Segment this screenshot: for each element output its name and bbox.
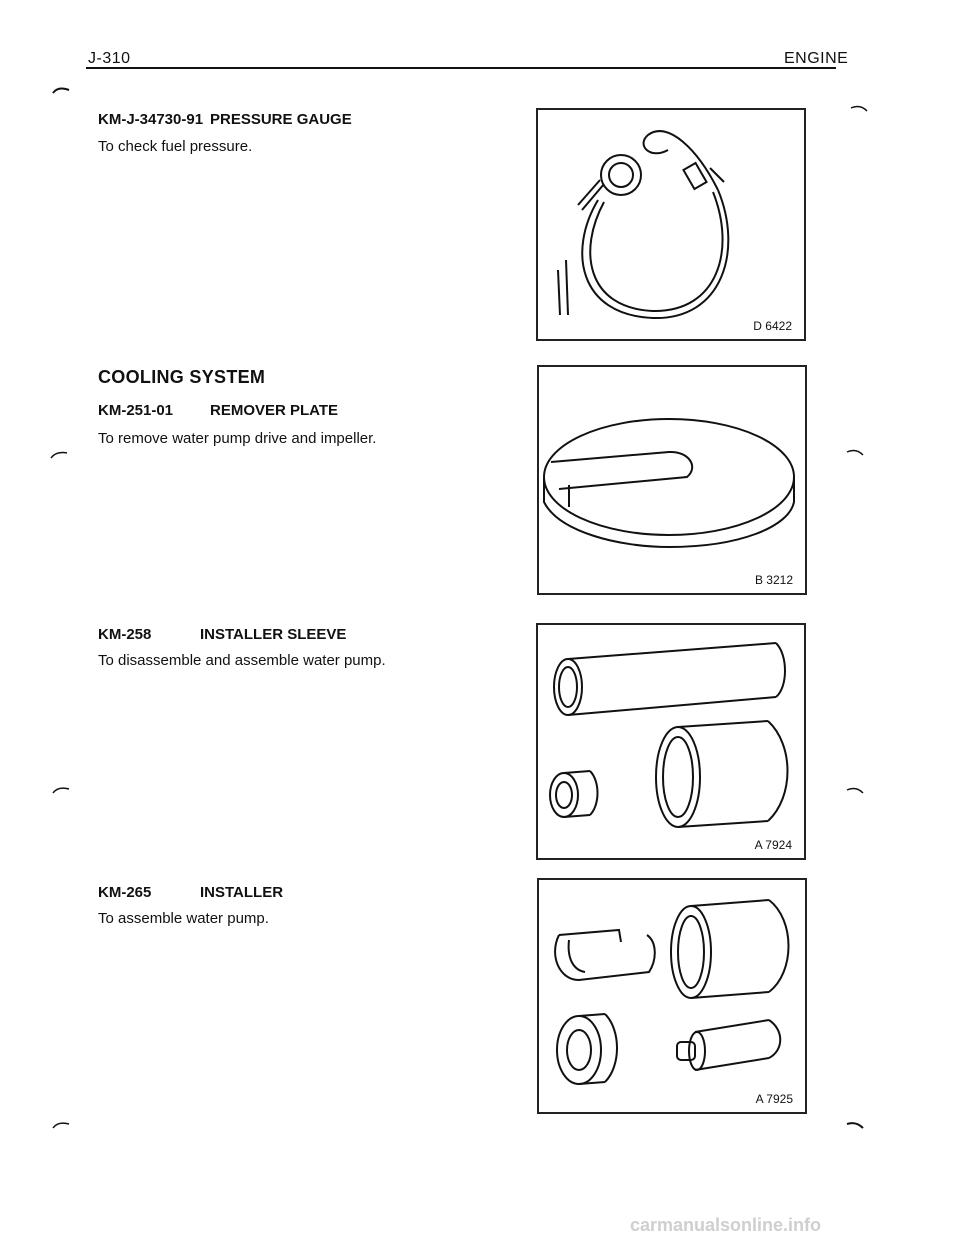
- figure-frame-2: [537, 365, 807, 595]
- scan-mark-left: [52, 1121, 70, 1129]
- scan-mark-right: [846, 786, 864, 794]
- tool-number: KM-J-34730-91: [98, 111, 204, 128]
- tool-name: INSTALLER: [200, 884, 284, 901]
- scan-mark-left: [52, 786, 70, 794]
- installer-illustration: [539, 880, 805, 1112]
- watermark: carmanualsonline.info: [630, 1215, 822, 1235]
- chapter-title: ENGINE: [784, 50, 849, 67]
- tool-heading-1: [98, 111, 352, 128]
- scan-mark-left: [50, 451, 68, 459]
- header-rule: [86, 67, 836, 69]
- tool-number: KM-265: [98, 884, 152, 901]
- tool-description: To assemble water pump.: [98, 910, 269, 927]
- tool-name: PRESSURE GAUGE: [210, 111, 352, 128]
- installer-sleeve-illustration: [538, 625, 804, 858]
- tool-description: To remove water pump drive and impeller.: [98, 430, 377, 447]
- scan-mark-left: [52, 86, 70, 94]
- scan-mark-right: [846, 448, 864, 456]
- tool-number: KM-258: [98, 626, 152, 643]
- tool-number: KM-251-01: [98, 402, 174, 419]
- section-title: COOLING SYSTEM: [98, 367, 266, 387]
- tool-description: To disassemble and assemble water pump.: [98, 652, 386, 669]
- figure-label: D 6422: [753, 319, 792, 333]
- remover-plate-illustration: [539, 367, 805, 593]
- figure-frame-4: [537, 878, 807, 1114]
- page-number: J-310: [88, 50, 131, 67]
- scan-mark-right: [846, 1121, 864, 1129]
- figure-label: B 3212: [754, 573, 793, 587]
- tool-heading-4: [98, 884, 283, 901]
- tool-description: To check fuel pressure.: [98, 138, 253, 155]
- tool-heading-3: [98, 626, 346, 643]
- figure-label: A 7925: [755, 1092, 793, 1106]
- figure-label: A 7924: [754, 838, 792, 852]
- tool-heading-2: [98, 402, 338, 419]
- tool-name: INSTALLER SLEEVE: [200, 626, 347, 643]
- tool-name: REMOVER PLATE: [210, 402, 339, 419]
- figure-frame-3: [536, 623, 806, 860]
- scan-mark-right: [850, 104, 868, 112]
- figure-frame-1: [536, 108, 806, 341]
- pressure-gauge-illustration: [538, 110, 804, 339]
